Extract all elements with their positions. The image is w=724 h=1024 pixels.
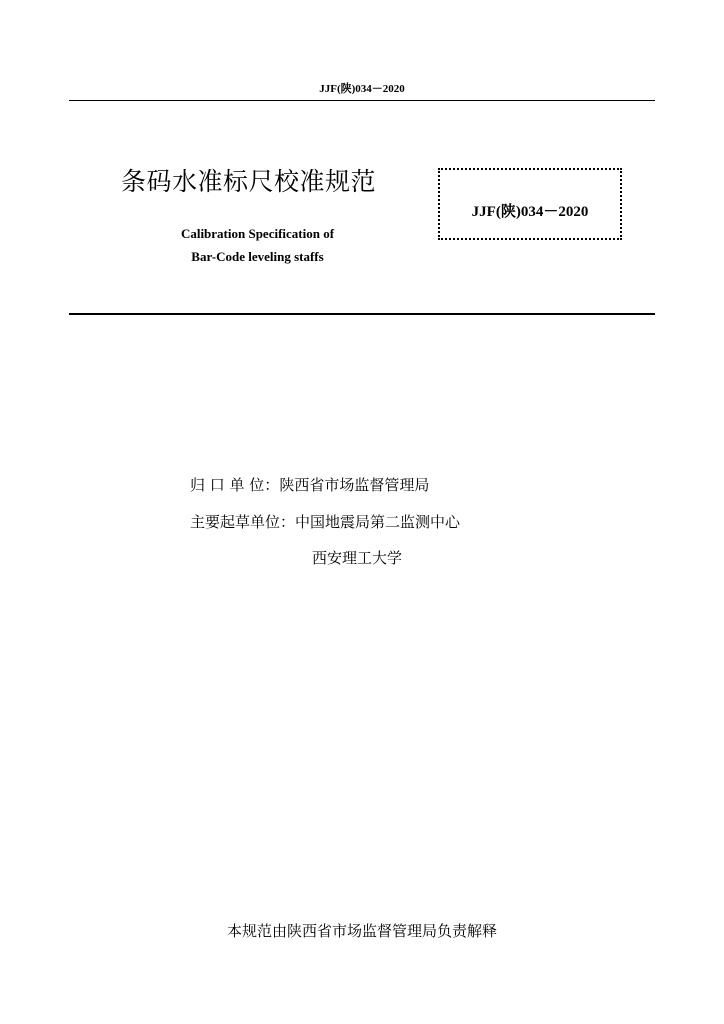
drafting-unit-value-2: 西安理工大学 bbox=[312, 549, 403, 567]
document-title-english-line2: Bar-Code leveling staffs bbox=[191, 249, 324, 264]
drafting-unit-value-1: 中国地震局第二监测中心 bbox=[295, 513, 461, 531]
title-divider bbox=[69, 313, 655, 315]
header-divider bbox=[69, 100, 655, 101]
responsible-unit-label: 归 口 单 位： bbox=[190, 476, 280, 494]
drafting-unit-label: 主要起草单位： bbox=[190, 513, 296, 531]
responsible-unit-value: 陕西省市场监督管理局 bbox=[279, 476, 430, 494]
document-title-english-line1: Calibration Specification of bbox=[180, 226, 335, 241]
document-code-box bbox=[438, 168, 622, 240]
responsible-unit-row bbox=[190, 474, 429, 495]
drafting-unit-row-2 bbox=[312, 547, 402, 568]
interpretation-note: 本规范由陕西省市场监督管理局负责解释 bbox=[226, 922, 497, 940]
document-title-chinese: 条码水准标尺校准规范 bbox=[121, 167, 377, 196]
drafting-unit-row bbox=[190, 511, 460, 532]
document-code-box-text: JJF(陕)034－2020 bbox=[471, 204, 589, 220]
header-document-code: JJF(陕)034－2020 bbox=[319, 83, 405, 95]
